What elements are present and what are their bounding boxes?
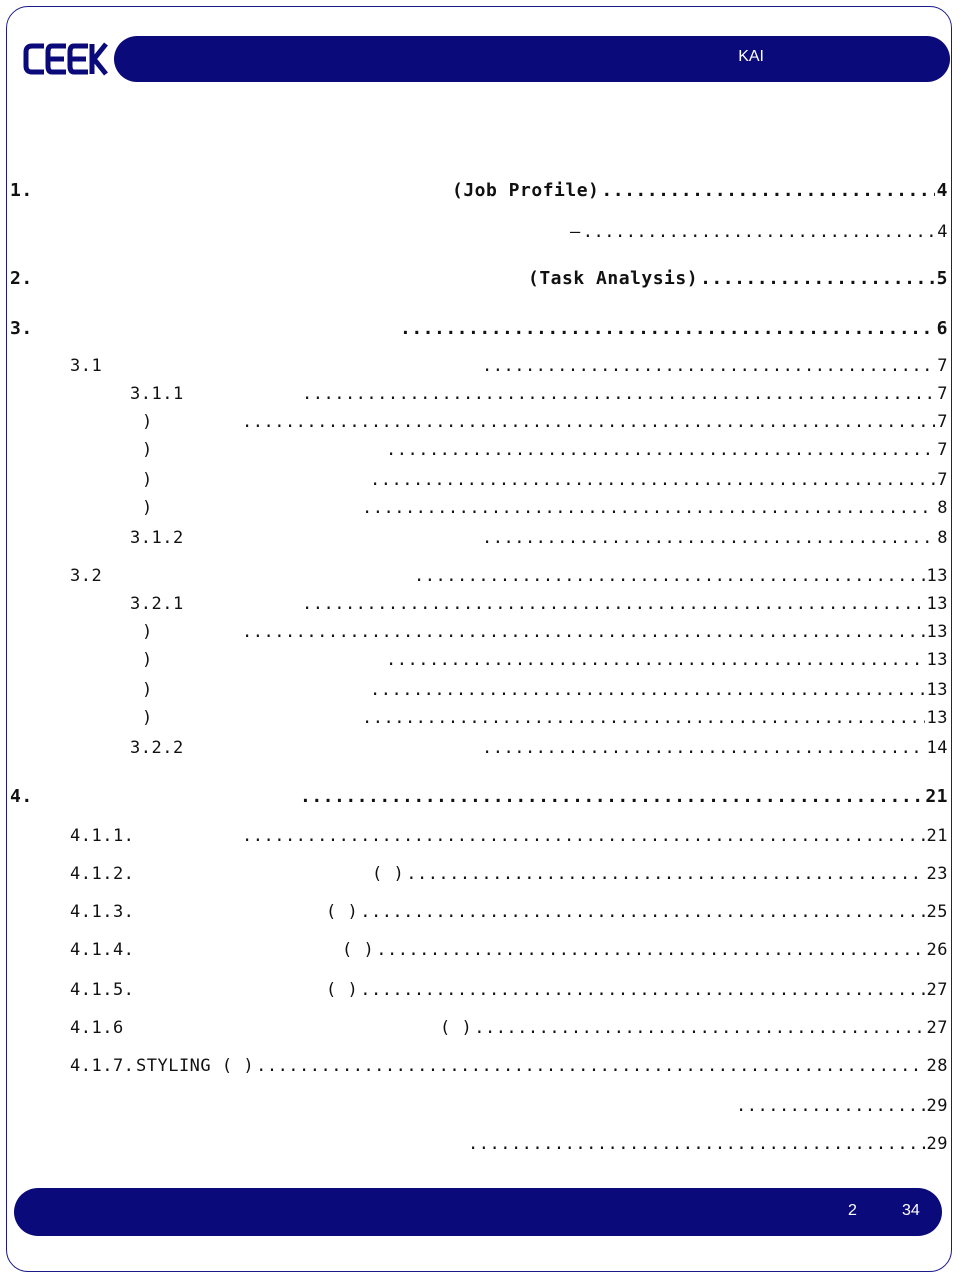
toc-entry[interactable] bbox=[70, 1018, 948, 1038]
toc-dot-leader bbox=[700, 268, 935, 289]
toc-entry[interactable] bbox=[130, 738, 948, 758]
toc-entry-title: ( ) bbox=[326, 980, 359, 1000]
toc-dot-leader bbox=[302, 384, 935, 404]
toc-dot-leader bbox=[362, 708, 925, 728]
toc-entry-number: ) bbox=[142, 440, 153, 460]
toc-dot-leader bbox=[482, 528, 935, 548]
toc-entry[interactable] bbox=[10, 222, 948, 242]
toc-entry-number: 4.1.7. bbox=[70, 1056, 135, 1076]
toc-entry-number: 1. bbox=[10, 180, 33, 201]
toc-entry-number: ) bbox=[142, 650, 153, 670]
toc-entry[interactable] bbox=[10, 268, 948, 289]
toc-entry-number: ) bbox=[142, 708, 153, 728]
toc-entry[interactable] bbox=[142, 650, 948, 670]
toc-entry-number: ) bbox=[142, 680, 153, 700]
toc-entry-number: 4.1.4. bbox=[70, 940, 135, 960]
toc-entry[interactable] bbox=[142, 708, 948, 728]
toc-entry-title: STYLING ( ) bbox=[136, 1056, 255, 1076]
toc-entry-page: 4 bbox=[936, 180, 948, 201]
toc-dot-leader bbox=[482, 738, 925, 758]
toc-entry-page: 29 bbox=[926, 1134, 948, 1154]
toc-entry-number: 3.2.1 bbox=[130, 594, 184, 614]
toc-entry[interactable] bbox=[130, 528, 948, 548]
toc-entry-number: 3.2 bbox=[70, 566, 103, 586]
toc-entry[interactable] bbox=[10, 318, 948, 339]
toc-entry-title: ( ) bbox=[342, 940, 375, 960]
toc-entry[interactable] bbox=[70, 826, 948, 846]
toc-entry-title: – bbox=[570, 222, 581, 242]
toc-entry[interactable] bbox=[70, 980, 948, 1000]
toc-entry-title: ( ) bbox=[372, 864, 405, 884]
toc-entry[interactable] bbox=[10, 1096, 948, 1116]
toc-dot-leader bbox=[370, 680, 925, 700]
toc-dot-leader bbox=[386, 650, 925, 670]
toc-dot-leader bbox=[474, 1018, 924, 1038]
toc-entry-page: 27 bbox=[926, 1018, 948, 1038]
toc-entry-page: 7 bbox=[937, 356, 948, 376]
toc-dot-leader bbox=[360, 902, 924, 922]
toc-entry-title: (Task Analysis) bbox=[528, 268, 699, 289]
toc-entry-number: 3.1.1 bbox=[130, 384, 184, 404]
toc-entry-number: ) bbox=[142, 622, 153, 642]
toc-entry-title: ( ) bbox=[440, 1018, 473, 1038]
toc-entry[interactable] bbox=[70, 566, 948, 586]
toc-entry-page: 25 bbox=[926, 902, 948, 922]
toc-entry-page: 13 bbox=[926, 622, 948, 642]
toc-dot-leader bbox=[414, 566, 925, 586]
toc-entry-number: 2. bbox=[10, 268, 33, 289]
ceek-logo-icon bbox=[22, 40, 110, 78]
toc-entry-number: 3.1 bbox=[70, 356, 103, 376]
toc-entry-number: 4.1.2. bbox=[70, 864, 135, 884]
toc-entry-number: ) bbox=[142, 412, 153, 432]
toc-dot-leader bbox=[601, 180, 934, 201]
toc-entry-number: ) bbox=[142, 470, 153, 490]
toc-entry[interactable] bbox=[130, 594, 948, 614]
toc-entry[interactable] bbox=[70, 1056, 948, 1076]
toc-entry-page: 7 bbox=[937, 470, 948, 490]
toc-entry-number: 4. bbox=[10, 786, 33, 807]
toc-entry-page: 5 bbox=[936, 268, 948, 289]
toc-entry-page: 7 bbox=[937, 440, 948, 460]
toc-dot-leader bbox=[736, 1096, 925, 1116]
toc-dot-leader bbox=[406, 864, 924, 884]
toc-entry[interactable] bbox=[70, 356, 948, 376]
toc-entry-number: 3.2.2 bbox=[130, 738, 184, 758]
toc-entry-page: 29 bbox=[926, 1096, 948, 1116]
toc-entry[interactable] bbox=[10, 1134, 948, 1154]
footer-band bbox=[14, 1188, 942, 1236]
toc-dot-leader bbox=[482, 356, 935, 376]
toc-entry-number: 4.1.6 bbox=[70, 1018, 124, 1038]
toc-entry-page: 8 bbox=[937, 498, 948, 518]
toc-dot-leader bbox=[370, 470, 935, 490]
header-band bbox=[114, 36, 950, 82]
toc-entry-page: 13 bbox=[926, 594, 948, 614]
toc-dot-leader bbox=[583, 222, 936, 242]
toc-entry[interactable] bbox=[142, 440, 948, 460]
toc-entry-number: 4.1.3. bbox=[70, 902, 135, 922]
toc-entry[interactable] bbox=[10, 180, 948, 201]
toc-entry-title: (Job Profile) bbox=[452, 180, 600, 201]
toc-entry[interactable] bbox=[70, 902, 948, 922]
toc-dot-leader bbox=[242, 622, 925, 642]
header-label: KAI bbox=[738, 48, 764, 65]
toc-dot-leader bbox=[242, 826, 925, 846]
toc-entry-page: 27 bbox=[926, 980, 948, 1000]
toc-entry-page: 23 bbox=[926, 864, 948, 884]
toc-dot-leader bbox=[256, 1056, 924, 1076]
toc-entry[interactable] bbox=[142, 680, 948, 700]
toc-entry-title: ( ) bbox=[326, 902, 359, 922]
toc-entry[interactable] bbox=[142, 470, 948, 490]
toc-dot-leader bbox=[362, 498, 935, 518]
toc-entry[interactable] bbox=[70, 864, 948, 884]
page-number: 2 bbox=[848, 1202, 857, 1219]
toc-entry-page: 14 bbox=[926, 738, 948, 758]
toc-entry-page: 13 bbox=[926, 650, 948, 670]
toc-entry-page: 6 bbox=[936, 318, 948, 339]
toc-entry-page: 13 bbox=[926, 566, 948, 586]
toc-entry-page: 13 bbox=[926, 708, 948, 728]
toc-entry-number: 3. bbox=[10, 318, 33, 339]
toc-dot-leader bbox=[302, 594, 925, 614]
toc-entry-number: 3.1.2 bbox=[130, 528, 184, 548]
toc-entry-page: 7 bbox=[937, 384, 948, 404]
toc-entry-page: 4 bbox=[937, 222, 948, 242]
toc-entry[interactable] bbox=[142, 412, 948, 432]
toc-dot-leader bbox=[468, 1134, 925, 1154]
toc-entry-page: 28 bbox=[926, 1056, 948, 1076]
page-total: 34 bbox=[902, 1202, 920, 1219]
toc-entry-page: 7 bbox=[937, 412, 948, 432]
toc-entry-page: 13 bbox=[926, 680, 948, 700]
toc-entry-number: 4.1.5. bbox=[70, 980, 135, 1000]
toc-entry[interactable] bbox=[130, 384, 948, 404]
toc-entry-number: 4.1.1. bbox=[70, 826, 135, 846]
toc-entry-page: 21 bbox=[926, 826, 948, 846]
toc-entry-number: ) bbox=[142, 498, 153, 518]
toc-dot-leader bbox=[376, 940, 924, 960]
toc-dot-leader bbox=[300, 786, 923, 807]
toc-dot-leader bbox=[386, 440, 935, 460]
toc-entry-page: 8 bbox=[937, 528, 948, 548]
toc-dot-leader bbox=[242, 412, 935, 432]
toc-entry-page: 26 bbox=[926, 940, 948, 960]
toc-entry[interactable] bbox=[10, 786, 948, 807]
toc-entry[interactable] bbox=[142, 498, 948, 518]
toc-dot-leader bbox=[360, 980, 924, 1000]
toc-entry[interactable] bbox=[142, 622, 948, 642]
toc-entry-page: 21 bbox=[925, 786, 948, 807]
toc-dot-leader bbox=[400, 318, 935, 339]
toc-entry[interactable] bbox=[70, 940, 948, 960]
